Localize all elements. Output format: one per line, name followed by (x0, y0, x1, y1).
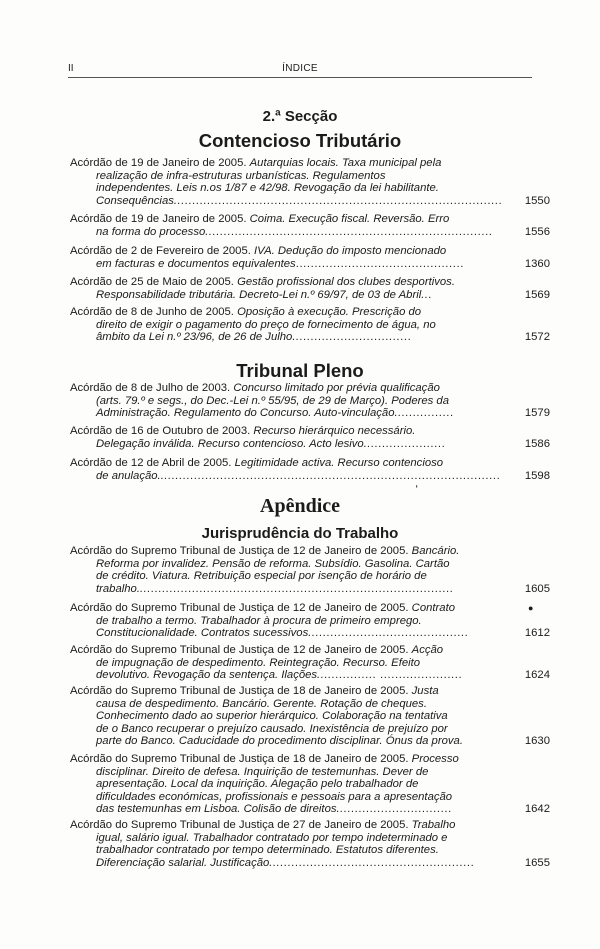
index-entry: Acórdão do Supremo Tribunal de Justiça de 12 de Janeiro de 2005. Contrato de trabalho a termo. Trabalhador à procura de primeiro emprego. Constitucionalidade. Contratos sucessivos........................................... 1612 (70, 602, 550, 640)
index-entry: Acórdão de 8 de Julho de 2003. Concurso limitado por prévia qualificação (arts. 79.º e segs., do Dec.-Lei n.º 55/95, de 29 de Março). Poderes da Administração. Regulamento do Concurso. Auto-vinculação................ 1579 (70, 382, 550, 420)
entry-page: 1569 (524, 288, 550, 301)
entry-page: 1586 (524, 437, 550, 450)
entry-page: 1630 (524, 735, 550, 748)
page-number: II (68, 63, 74, 74)
entry-page: 1579 (524, 407, 550, 420)
pleno-title: Tribunal Pleno (236, 360, 364, 381)
jurisprudence-title: Jurisprudência do Trabalho (201, 525, 399, 542)
entry-page: 1642 (524, 803, 550, 816)
entry-page: 1556 (524, 225, 550, 238)
index-entry: Acórdão de 16 de Outubro de 2003. Recurso hierárquico necessário. Delegação inválida. Recurso contencioso. Acto lesivo...................... 1586 (70, 425, 550, 450)
index-entry: Acórdão de 25 de Maio de 2005. Gestão profissional dos clubes desportivos. Responsabilidade tributária. Decreto-Lei n.º 69/97, de 03 de Abril... 1569 (70, 276, 550, 301)
index-entry: Acórdão de 8 de Junho de 2005. Oposição à execução. Prescrição do direito de exigir o pagamento do preço de fornecimento de água, no âmbito da Lei n.º 23/96, de 26 de Julho................................ 1572 (70, 306, 550, 344)
index-entry: Acórdão de 19 de Janeiro de 2005. Coima. Execução fiscal. Reversão. Erro na forma do processo............................................................................. 1556 (70, 213, 550, 238)
index-entry: Acórdão do Supremo Tribunal de Justiça de 12 de Janeiro de 2005. Acção de impugnação de despedimento. Reintegração. Recurso. Efeito devolutivo. Revogação da sentença. Ilações................ ...................... 1624 (70, 644, 550, 682)
section-title: Contencioso Tributário (198, 130, 402, 151)
entry-page: 1598 (524, 469, 550, 482)
entry-page: 1550 (524, 194, 550, 207)
header-title: ÍNDICE (282, 63, 318, 74)
entry-page: 1612 (524, 627, 550, 640)
entry-page: 1360 (524, 257, 550, 270)
running-header (68, 61, 532, 78)
section-number: 2.ª Secção (262, 108, 338, 125)
print-speck: ● (528, 603, 534, 613)
index-entry: Acórdão do Supremo Tribunal de Justiça de 27 de Janeiro de 2005. Trabalho igual, salário igual. Trabalhador contratado por tempo indeterminado e trabalhador contratado por tempo determinado. Estatutos diferentes. Diferenciação salarial. Justificação....................................................... 1655 (70, 819, 550, 869)
index-entry: Acórdão do Supremo Tribunal de Justiça de 18 de Janeiro de 2005. Processo disciplinar. Direito de defesa. Inquirição de testemunhas. Dever de apresentação. Local da inquirição. Alegação pelo trabalhador de dificuldades económicas, profissionais e pessoais para a apresentação das testemunhas em Lisboa. Colisão de direitos............................... 1642 (70, 753, 550, 816)
index-entry: Acórdão de 2 de Fevereiro de 2005. IVA. Dedução do imposto mencionado em facturas e documentos equivalentes............................................. 1360 (70, 245, 550, 270)
print-speck: ˋ (407, 482, 421, 498)
index-entry: Acórdão de 19 de Janeiro de 2005. Autarquias locais. Taxa municipal pela realização de infra-estruturas urbanísticas. Regulamentos independentes. Leis n.os 1/87 e 42/98. Revogação da lei habilitante. Consequências........................................................................................ 1550 (70, 157, 550, 207)
appendix-title: Apêndice (260, 495, 340, 517)
entry-page: 1605 (524, 582, 550, 595)
index-entry: Acórdão do Supremo Tribunal de Justiça de 12 de Janeiro de 2005. Bancário. Reforma por invalidez. Pensão de reforma. Subsídio. Gasolina. Cartão de crédito. Viatura. Retribuição especial por isenção de horário de trabalho..................................................................................... 1605 (70, 545, 550, 595)
entry-page: 1624 (524, 669, 550, 682)
entry-page: 1572 (524, 331, 550, 344)
index-entry: Acórdão de 12 de Abril de 2005. Legitimidade activa. Recurso contencioso de anulação............................................................................................ 1598 (70, 457, 550, 482)
index-entry: Acórdão do Supremo Tribunal de Justiça de 18 de Janeiro de 2005. Justa causa de despedimento. Bancário. Gerente. Rotação de cheques. Conhecimento dado ao superior hierárquico. Colaboração na tentativa de o Banco recuperar o prejuízo causado. Inexistência de prejuízo por parte do Banco. Caducidade do procedimento disciplinar. Ónus da prova. 1630 (70, 685, 550, 748)
entry-page: 1655 (524, 856, 550, 869)
